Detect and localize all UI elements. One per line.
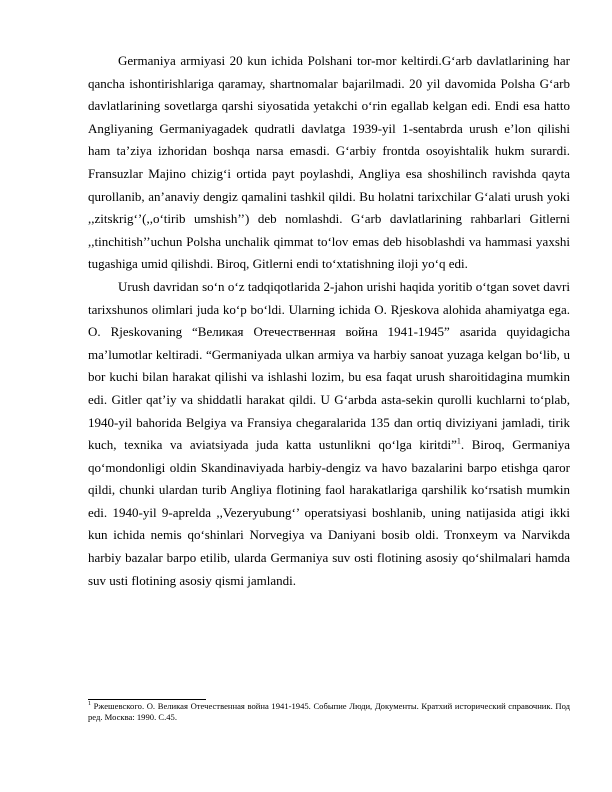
paragraph-2-text-before-note: Urush davridan so‘n o‘z tadqiqotlarida 2-jahon urishi haqida yoritib o‘tgan sovet davri tarixshunos olimlari juda ko‘p bo‘ldi. Ularning ichida O. Rjeskova alohida ahamiyatga ega. O. Rjeskovaning “Великая Отечественная война 1941-1945” asarida quyidagicha ma’lumotlar keltiradi. “Germaniyada ulkan armiya va harbiy sanoat yuzaga kelgan bo‘lib, u bor kuchi bilan harakat qilishi va ishlashi lozim, bu esa faqat urush sharoitidagina mumkin edi. Gitler qat’iy va shiddatli harakat qildi. U G‘arbda asta-sekin qurolli kuchlarni to‘plab, 1940-yil bahorida Belgiya va Fransiya chegaralarida 135 dan ortiq diviziyani jamladi, tirik kuch, texnika va aviatsiyada juda katta ustunlikni qo‘lga kiritdi” bbox=[88, 278, 570, 453]
document-body bbox=[88, 50, 570, 592]
paragraph-1-text: Germaniya armiyasi 20 kun ichida Polshani tor-mor keltirdi.G‘arb davlatlarining har qancha ishontirishlariga qaramay, shartnomalar bajarilmadi. 20 yil davomida Polsha G‘arb davlatlarining sovetlarga qarshi siyosatida yetakchi o‘rin egallab kelgan edi. Endi esa hatto Angliyaning Germaniyagadek qudratli davlatga 1939-yil 1-sentabrda urush e’lon qilishi ham ta’ziya izhoridan boshqa narsa emasdi. G‘arbiy frontda osoyishtalik hukm surardi. Fransuzlar Majino chizig‘i ortida payt poylashdi, Angliya esa shoshilinch ravishda qayta qurollanib, an’anaviy dengiz qamalini tashkil qildi. Bu holatni tarixchilar G‘alati urush yoki ,,zitskrig‘’(,,o‘tirib umshish’’) deb nomlashdi. G‘arb davlatlarining rahbarlari Gitlerni ,,tinchitish’’uchun Polsha unchalik qimmat to‘lov emas deb hisoblashdi va hammasi yaxshi tugashiga umid qilishdi. Biroq, Gitlerni endi to‘xtatishning iloji yo‘q edi. bbox=[88, 53, 570, 272]
paragraph-2-text-after-note: . Biroq, Germaniya qo‘mondonligi oldin Skandinaviyada harbiy-dengiz va havo bazalarini barpo etishga qaror qildi, chunki ulardan turib Angliya flotining faol harakatlariga qarshilik ko‘rsatish mumkin edi. 1940-yil 9-aprelda ,,Vezeryubung‘’ operatsiyasi boshlanib, uning natijasida atigi ikki kun ichida nemis qo‘shinlari Norvegiya va Daniyani bosib oldi. Tronxeym va Narvikda harbiy bazalar barpo etilib, ularda Germaniya suv osti flotining asosiy qo‘shilmalari hamda suv usti flotining asosiy qismi jamlandi. bbox=[88, 437, 570, 588]
footnote-number: 1 bbox=[88, 701, 91, 708]
footnote-text: Ржешевского. О. Великая Отечественная война 1941-1945. Собыпие Люди, Документы. Кратхий исторический справочник. Под ред. Москва: 1990. С.45. bbox=[88, 701, 570, 722]
footnote-divider bbox=[88, 699, 206, 700]
paragraph-2 bbox=[88, 276, 570, 592]
footnote bbox=[88, 701, 570, 723]
paragraph-1 bbox=[88, 50, 570, 276]
footnote-reference[interactable]: 1 bbox=[456, 436, 461, 446]
